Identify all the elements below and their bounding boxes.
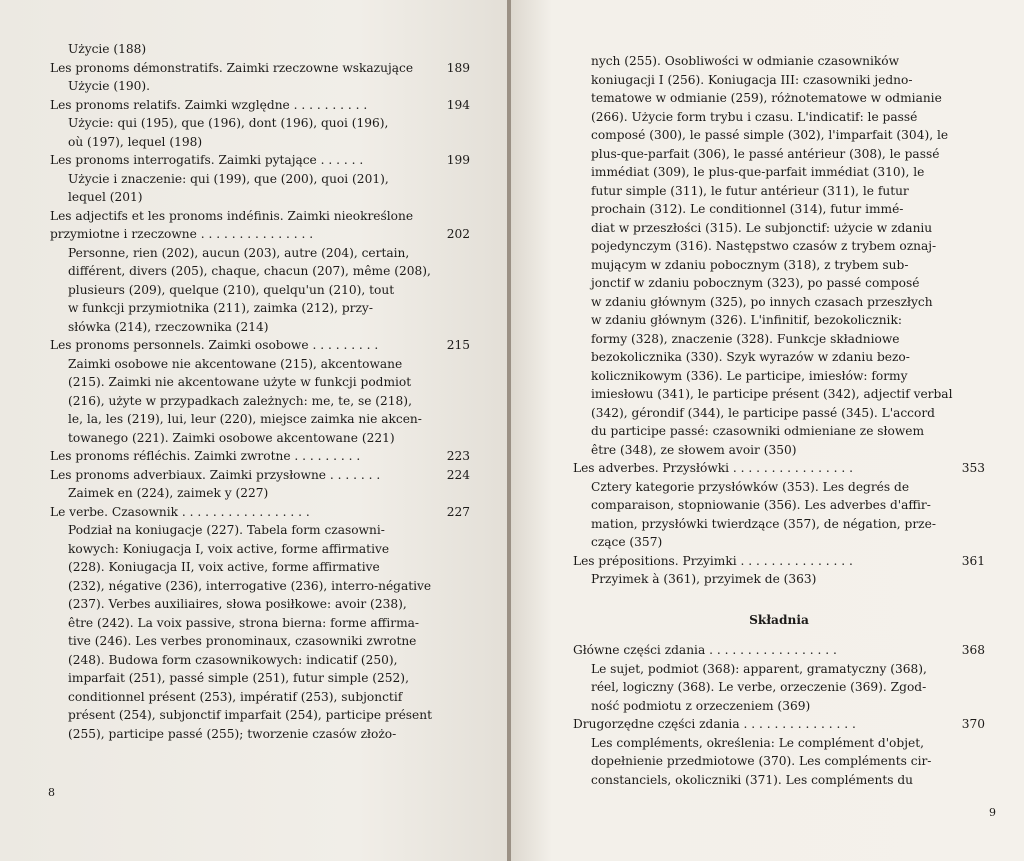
toc-entry-line: composé (300), le passé simple (302), l'imparfait (304), le — [591, 128, 949, 142]
toc-entry-heading — [573, 715, 985, 734]
left-page-number: 8 — [48, 786, 55, 799]
toc-entry-line: w zdaniu głównym (325), po innych czasach przeszłych — [591, 294, 933, 309]
right-page-number: 9 — [989, 806, 996, 819]
left-page-contents — [50, 40, 470, 743]
toc-entry-title: Les pronoms adverbiaux. Zaimki przysłowne . . . . . . . — [50, 467, 381, 482]
toc-entry-line: tive (246). Les verbes pronominaux, czasowniki zwrotne — [68, 634, 417, 648]
toc-page-number: 361 — [961, 553, 985, 568]
toc-entry-line: (266). Użycie form trybu i czasu. L'indicatif: le passé — [591, 109, 918, 124]
toc-entry-line: plus-que-parfait (306), le passé antérieur (308), le passé — [591, 146, 940, 161]
toc-entry-line: ność podmiotu z orzeczeniem (369) — [591, 698, 811, 713]
toc-entry-line: Podział na koniugacje (227). Tabela form czasowni- — [68, 523, 385, 537]
toc-entry-title: Les pronoms personnels. Zaimki osobowe . . . . . . . . . — [50, 338, 379, 352]
toc-entry-title: Les pronoms relatifs. Zaimki względne . . . . . . . . . . — [50, 97, 368, 112]
toc-page-number: 199 — [446, 153, 470, 167]
toc-entry-line: (216), użyte w przypadkach zależnych: me, te, se (218), — [68, 393, 412, 408]
toc-page-number: 202 — [446, 227, 470, 241]
toc-entry-line: imparfait (251), passé simple (251), futur simple (252), — [68, 671, 409, 685]
section-heading: Składnia — [749, 612, 809, 627]
toc-entry-heading — [50, 207, 470, 226]
toc-entry-title: Drugorzędne części zdania . . . . . . . . . . . . . . . — [573, 717, 856, 731]
left-page — [0, 0, 509, 861]
toc-entry-line: Użycie i znaczenie: qui (199), que (200), quoi (201), — [68, 171, 389, 186]
toc-entry-line: (215). Zaimki nie akcentowane użyte w funkcji podmiot — [68, 375, 412, 389]
toc-page-number: 194 — [446, 97, 470, 112]
toc-entry-line: mującym w zdaniu pobocznym (318), z trybem sub- — [591, 257, 909, 272]
toc-entry-line: towanego (221). Zaimki osobowe akcentowane (221) — [68, 430, 395, 445]
toc-page-number: 189 — [446, 60, 470, 75]
toc-entry-line: Użycie (190). — [68, 79, 151, 93]
toc-entry-line: koniugacji I (256). Koniugacja III: czasowniki jedno- — [591, 72, 913, 87]
right-page — [511, 0, 1024, 861]
toc-entry-line: du participe passé: czasowniki odmieniane ze słowem — [591, 424, 925, 438]
toc-entry-line: Przyimek à (361), przyimek de (363) — [591, 572, 817, 586]
toc-entry-line: Cztery kategorie przysłówków (353). Les degrés de — [591, 479, 910, 494]
toc-entry-line: pojedynczym (316). Następstwo czasów z trybem oznaj- — [591, 239, 937, 253]
toc-entry-line: différent, divers (205), chaque, chacun (207), même (208), — [68, 264, 431, 278]
toc-entry-title: Les adjectifs et les pronoms indéfinis. Zaimki nieokreślone — [50, 208, 414, 223]
toc-page-number: 227 — [446, 504, 470, 519]
toc-entry-heading — [50, 59, 470, 78]
toc-entry-line: (248). Budowa form czasownikowych: indicatif (250), — [68, 652, 398, 667]
toc-entry-line: Użycie (188) — [68, 42, 147, 56]
toc-entry-line: réel, logiczny (368). Le verbe, orzeczenie (369). Zgod- — [591, 680, 927, 694]
toc-page-number: 353 — [961, 461, 985, 475]
toc-entry-line: kolicznikowym (336). Le participe, imiesłów: formy — [591, 368, 908, 383]
toc-entry-line: comparaison, stopniowanie (356). Les adverbes d'affir- — [591, 498, 931, 512]
toc-entry-heading — [50, 96, 470, 115]
toc-entry-title: przymiotne i rzeczowne . . . . . . . . . . . . . . . — [50, 227, 314, 241]
toc-entry-heading — [50, 447, 470, 466]
toc-entry-line: bezokolicznika (330). Szyk wyrazów w zdaniu bezo- — [591, 350, 910, 364]
toc-entry-heading — [50, 503, 470, 522]
toc-entry-line: (232), négative (236), interrogative (236), interro-négative — [68, 578, 432, 593]
toc-entry-line: Personne, rien (202), aucun (203), autre (204), certain, — [68, 245, 410, 260]
toc-page-number: 224 — [446, 467, 470, 482]
toc-entry-heading — [573, 552, 985, 571]
toc-entry-line: Zaimki osobowe nie akcentowane (215), akcentowane — [68, 356, 403, 371]
toc-entry-line: tematowe w odmianie (259), różnotematowe w odmianie — [591, 91, 942, 105]
toc-entry-line: (255), participe passé (255); tworzenie czasów złożo- — [68, 726, 397, 741]
toc-entry-line: Zaimek en (224), zaimek y (227) — [68, 486, 269, 500]
toc-entry-line: prochain (312). Le conditionnel (314), futur immé- — [591, 202, 904, 216]
toc-entry-line: nych (255). Osobliwości w odmianie czasowników — [591, 54, 900, 68]
toc-page-number: 368 — [961, 643, 985, 657]
toc-entry-line: czące (357) — [591, 535, 663, 549]
toc-entry-heading — [50, 336, 470, 355]
toc-entry-line: Użycie: qui (195), que (196), dont (196), quoi (196), — [68, 116, 389, 130]
toc-entry-heading — [573, 641, 985, 660]
toc-entry-heading — [50, 151, 470, 170]
toc-page-number: 370 — [961, 717, 985, 731]
toc-entry-line: w zdaniu głównym (326). L'infinitif, bezokolicznik: — [591, 313, 902, 327]
toc-entry-title: Les prépositions. Przyimki . . . . . . . . . . . . . . . — [573, 553, 853, 568]
toc-entry-line: formy (328), znaczenie (328). Funkcje składniowe — [591, 331, 900, 346]
toc-entry-line: plusieurs (209), quelque (210), quelqu'un (210), tout — [68, 282, 395, 297]
toc-entry-line: dopełnienie przedmiotowe (370). Les compléments cir- — [591, 754, 932, 768]
toc-entry-line: où (197), lequel (198) — [68, 134, 203, 149]
toc-entry-line: w funkcji przymiotnika (211), zaimka (212), przy- — [68, 301, 373, 315]
toc-entry-line: présent (254), subjonctif imparfait (254), participe présent — [68, 708, 432, 722]
toc-entry-line: diat w przeszłości (315). Le subjonctif: użycie w zdaniu — [591, 220, 933, 235]
toc-entry-line: słówka (214), rzeczownika (214) — [68, 319, 269, 334]
toc-entry-title: Les pronoms réfléchis. Zaimki zwrotne . . . . . . . . . — [50, 449, 361, 463]
toc-entry-line: kowych: Koniugacja I, voix active, forme affirmative — [68, 541, 390, 556]
toc-entry-line: Les compléments, określenia: Le complément d'objet, — [591, 735, 924, 750]
toc-entry-heading — [573, 459, 985, 478]
right-page-contents — [573, 52, 985, 789]
toc-entry-line: Le sujet, podmiot (368): apparent, gramatyczny (368), — [591, 661, 927, 676]
toc-entry-title: Le verbe. Czasownik . . . . . . . . . . . . . . . . . — [50, 504, 310, 519]
toc-entry-line: imiesłowu (341), le participe présent (342), adjectif verbal — [591, 387, 953, 401]
toc-entry-heading — [50, 225, 470, 244]
toc-entry-title: Główne części zdania . . . . . . . . . . . . . . . . . — [573, 643, 837, 657]
toc-entry-line: être (348), ze słowem avoir (350) — [591, 442, 797, 457]
toc-entry-title: Les pronoms démonstratifs. Zaimki rzeczowne wskazujące — [50, 60, 414, 75]
toc-entry-line: conditionnel présent (253), impératif (253), subjonctif — [68, 689, 403, 704]
toc-entry-line: (342), gérondif (344), le participe passé (345). L'accord — [591, 405, 935, 420]
toc-entry-heading — [50, 466, 470, 485]
toc-entry-line: immédiat (309), le plus-que-parfait immédiat (310), le — [591, 165, 925, 179]
toc-entry-line: futur simple (311), le futur antérieur (311), le futur — [591, 183, 909, 198]
toc-entry-line: mation, przysłówki twierdzące (357), de négation, prze- — [591, 516, 936, 531]
toc-entry-line: lequel (201) — [68, 190, 143, 204]
toc-entry-line: (228). Koniugacja II, voix active, forme affirmative — [68, 560, 380, 574]
toc-page-number: 215 — [446, 338, 470, 352]
toc-entry-title: Les pronoms interrogatifs. Zaimki pytające . . . . . . — [50, 153, 364, 167]
toc-entry-line: le, la, les (219), lui, leur (220), miejsce zaimka nie akcen- — [68, 412, 422, 426]
toc-page-number: 223 — [446, 449, 470, 463]
toc-entry-line: être (242). La voix passive, strona bierna: forme affirma- — [68, 615, 420, 630]
toc-entry-line: constanciels, okoliczniki (371). Les compléments du — [591, 772, 914, 787]
toc-entry-line: jonctif w zdaniu pobocznym (323), po passé composé — [591, 276, 920, 290]
toc-entry-title: Les adverbes. Przysłówki . . . . . . . . . . . . . . . . — [573, 461, 854, 475]
toc-entry-line: (237). Verbes auxiliaires, słowa posiłkowe: avoir (238), — [68, 597, 407, 611]
